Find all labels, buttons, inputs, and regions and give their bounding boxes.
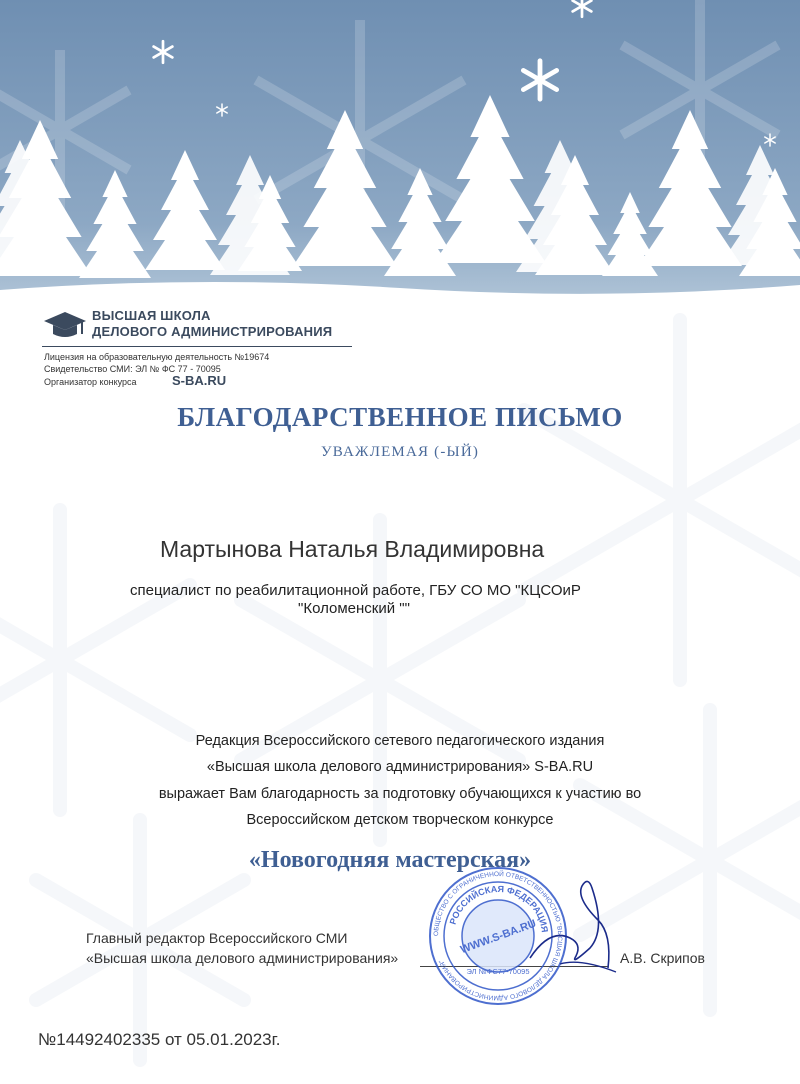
graduation-cap-icon bbox=[42, 308, 88, 342]
signer-name: А.В. Скрипов bbox=[620, 950, 705, 966]
stamp-outer-text: ОБЩЕСТВО С ОГРАНИЧЕННОЙ ОТВЕТСТВЕННОСТЬЮ "ВЫСШАЯ ШКОЛА ДЕЛОВОГО АДМИНИСТРИРОВАНИЯ" bbox=[432, 870, 564, 1002]
winter-forest-banner bbox=[0, 0, 800, 320]
stamp-registration: ЭЛ №ФС77-70095 bbox=[466, 967, 530, 976]
stamp-inner-text: РОССИЙСКАЯ ФЕДЕРАЦИЯ bbox=[447, 883, 550, 934]
signer-role-line2: «Высшая школа делового администрирования» bbox=[86, 950, 399, 966]
body-text-line4: Всероссийском детском творческом конкурсе bbox=[246, 812, 554, 828]
license-text: Лицензия на образовательную деятельность №19674 bbox=[44, 352, 270, 362]
body-text-line1: Редакция Всероссийского сетевого педагогического издания bbox=[195, 733, 605, 749]
body-text-line3: выражает Вам благодарность за подготовку обучающихся к участию во bbox=[158, 786, 642, 802]
body-text-line2: «Высшая школа делового администрирования» S-BA.RU bbox=[206, 759, 594, 775]
signer-role-line1: Главный редактор Всероссийского СМИ bbox=[86, 930, 348, 946]
organizer-label: Организатор конкурса bbox=[44, 377, 137, 387]
contest-name: «Новогодняя мастерская» bbox=[248, 847, 532, 873]
letter-title: БЛАГОДАРСТВЕННОЕ ПИСЬМО bbox=[177, 402, 623, 432]
logo-title-line2: ДЕЛОВОГО АДМИНИСТРИРОВАНИЯ bbox=[92, 324, 333, 339]
organization-logo bbox=[42, 306, 372, 396]
greeting: УВАЖЛЕМАЯ (-ЫЙ) bbox=[320, 444, 480, 460]
recipient-position-line2: "Коломенский "" bbox=[298, 600, 410, 617]
handwritten-signature bbox=[520, 868, 630, 978]
media-certificate-text: Свидетельство СМИ: ЭЛ № ФС 77 - 70095 bbox=[44, 364, 221, 374]
recipient-position-line1: специалист по реабилитационной работе, ГБУ СО МО "КЦСОиР bbox=[130, 582, 581, 599]
stamp-site: WWW.S-BA.RU bbox=[458, 917, 538, 957]
recipient-name: Мартынова Наталья Владимировна bbox=[160, 536, 545, 562]
logo-title-line1: ВЫСШАЯ ШКОЛА bbox=[92, 308, 211, 323]
document-number: №14492402335 от 05.01.2023г. bbox=[38, 1030, 281, 1049]
logo-divider bbox=[42, 346, 352, 347]
organizer-site: S-BA.RU bbox=[172, 373, 227, 388]
